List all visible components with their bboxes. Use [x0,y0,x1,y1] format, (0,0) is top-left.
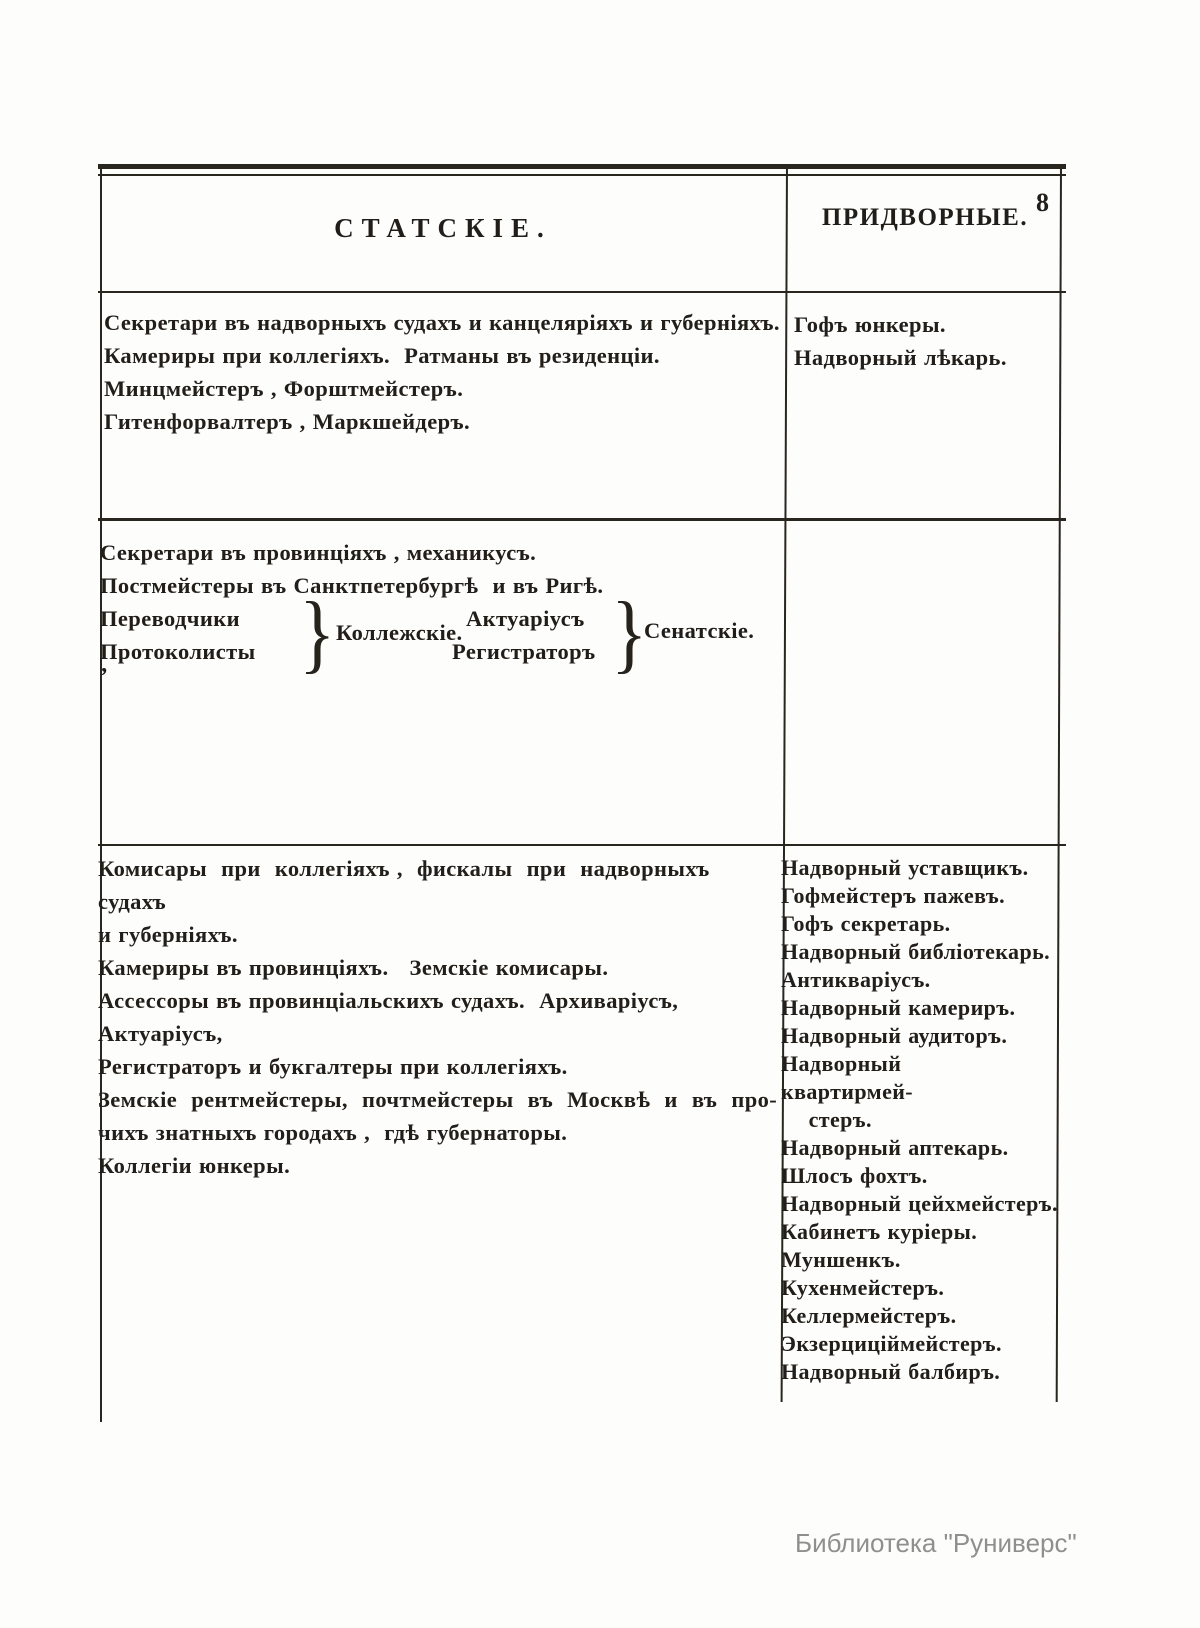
text-line: Гитенфорвалтеръ , Маркшейдеръ. [104,409,471,434]
text-line: и губерніяхъ. [98,922,238,947]
cell-row2-civil [100,536,790,602]
text-line: Секретари въ провинціяхъ , механикусъ. [100,540,537,565]
column-header-civil: СТАТСКІЕ. [334,213,552,243]
text-line: чихъ знатныхъ городахъ , гдѣ губернаторы. [98,1120,568,1145]
library-watermark: Библиотека "Руниверс" [795,1528,1077,1558]
row-separator-rule-2 [98,844,1066,846]
text-line: Протоколисты [100,639,256,664]
text-line: Ассессоры въ провинціальскихъ судахъ. Архиваріусъ, Актуаріусъ, [98,988,693,1046]
text-line: Регистраторъ и букгалтеры при коллегіяхъ. [98,1054,568,1079]
header-separator-rule [98,291,1066,293]
text-line: Надворный камериръ. [781,995,1016,1020]
text-line: Надворный балбиръ. [781,1359,1001,1384]
text-line: Экзерциціймейстеръ. [781,1331,1002,1356]
text-line: Секретари въ надворныхъ судахъ и канцеляріяхъ и губерніяхъ. [104,310,780,335]
row-separator-rule-1 [98,518,1066,521]
cell-row3-civil [98,852,790,1182]
text-line: Минцмейстеръ , Форштмейстеръ. [104,376,464,401]
text-line: Надворный аптекарь. [781,1135,1009,1160]
text-line: Надворный цейхмейстеръ. [781,1191,1058,1216]
cell-row3-court [781,854,1059,1386]
text-line: Гофъ юнкеры. [794,312,946,337]
text-line: Антикваріусъ. [781,967,931,992]
brace-group1-terms [100,602,256,668]
text-line: Актуаріусъ [466,606,585,631]
text-line: Гофъ секретарь. [781,911,951,936]
text-line: Переводчики [100,606,240,631]
text-line: стеръ. [781,1107,872,1132]
text-line: Кабинетъ куріеры. [781,1219,978,1244]
brace-group1-label: Коллежскіе. [336,620,463,645]
page-number: 8 [1036,188,1049,217]
text-line: Земскіе рентмейстеры, почтмейстеры въ Москвѣ и въ про- [98,1087,778,1112]
text-line: Постмейстеры въ Санктпетербургѣ и въ Ригѣ. [100,573,604,598]
cell-row1-court [794,308,1059,374]
text-line: Регистраторъ [452,639,596,664]
text-line: Надворный квартирмей- [781,1051,929,1104]
brace-glyph: } [611,585,648,682]
text-line: Гофмейстеръ пажевъ. [781,883,1005,908]
table-top-rule-thin [98,174,1066,176]
text-line: Кухенмейстеръ. [781,1275,945,1300]
text-line: Муншенкъ. [781,1247,901,1272]
brace-glyph: } [299,585,336,682]
column-header-court: ПРИДВОРНЫЕ. [821,204,1029,231]
cell-row1-civil [104,306,794,438]
brace-icon [296,586,339,682]
text-line: Келлермейстеръ. [781,1303,957,1328]
text-line: Надворный библіотекарь. [781,939,1051,964]
text-line: Камериры въ провинціяхъ. Земскіе комисары. [98,955,609,980]
text-line: Надворный лѣкарь. [794,345,1007,370]
scan-stray-mark: ’ [100,664,108,690]
table-top-rule-thick [98,164,1066,169]
text-line: Надворный уставщикъ. [781,855,1029,880]
text-line: Камериры при коллегіяхъ. Ратманы въ резиденціи. [104,343,660,368]
brace-group2-terms [452,602,596,668]
text-line: Комисары при коллегіяхъ , фискалы при надворныхъ судахъ [98,856,731,914]
text-line: Надворный аудиторъ. [781,1023,1008,1048]
brace-group2-label: Сенатскіе. [644,618,755,643]
text-line: Коллегіи юнкеры. [98,1153,291,1178]
table-left-border [100,164,102,1422]
text-line: Шлосъ фохтъ. [781,1163,928,1188]
